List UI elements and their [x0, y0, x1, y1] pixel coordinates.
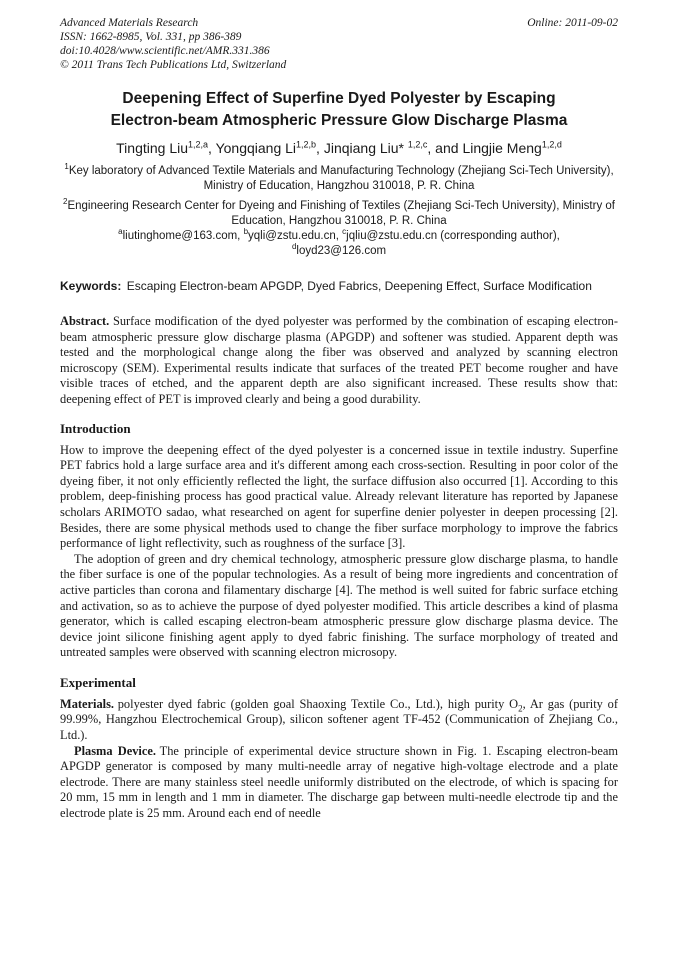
- journal-copyright: © 2011 Trans Tech Publications Ltd, Switzerland: [60, 59, 287, 71]
- abstract-label: Abstract.: [60, 314, 110, 328]
- email-line-2: [60, 244, 618, 259]
- affiliation-2: [60, 199, 618, 229]
- author-3-affiliation-marks: 1,2,c: [407, 139, 428, 150]
- author-3-name: Jinqiang Liu*: [323, 140, 408, 156]
- paper-title: [60, 88, 618, 132]
- introduction-paragraph-2: The adoption of green and dry chemical technology, atmospheric pressure glow discharge plasma, to handle the fiber surface is one of the popular technologies. As a result of being more ingredients and concentration of active particles than corona and filamentary discharge [4]. The method is well suited for fabric surface etching and activation, so as to achieve the purpose of dyed polyester modified. This article describes a kind of plasma generator, which is called escaping electron-beam atmospheric pressure glow discharge plasma device. The device joint silicone finishing agent apply to dyed fabric finishing. The surface morphology of treated and untreated samples were observed with scanning electron microsopy.: [60, 551, 618, 660]
- author-1-name: Tingting Liu: [116, 140, 188, 156]
- journal-doi: doi:10.4028/www.scientific.net/AMR.331.386: [60, 45, 270, 57]
- email-d-mark: d: [291, 242, 297, 252]
- email-d: loyd23@126.com: [296, 245, 387, 257]
- keywords-label: Keywords:: [60, 279, 122, 293]
- oxygen-subscript: 2: [518, 703, 523, 714]
- plasma-device-label: Plasma Device.: [74, 743, 156, 758]
- journal-info-block: [60, 16, 286, 72]
- email-c: jqliu@zstu.edu.cn (corresponding author),: [346, 230, 560, 242]
- materials-label: Materials.: [60, 696, 115, 711]
- author-2-affiliation-marks: 1,2,b: [296, 139, 317, 150]
- author-4-name: Lingjie Meng: [462, 140, 542, 156]
- paper-title-line1: Deepening Effect of Superfine Dyed Polyester by Escaping: [122, 90, 556, 107]
- affiliation-2-mark: 2: [62, 197, 68, 207]
- section-heading-introduction: Introduction: [60, 420, 131, 436]
- plasma-device-paragraph: [60, 744, 618, 822]
- affiliation-1: [60, 164, 618, 194]
- paper-title-line2: Electron-beam Atmospheric Pressure Glow Discharge Plasma: [110, 112, 568, 129]
- email-c-mark: c: [342, 227, 347, 237]
- keywords-block: [60, 278, 618, 295]
- email-a: liutinghome@163.com,: [122, 230, 244, 242]
- section-heading-experimental: Experimental: [60, 674, 136, 690]
- abstract-text: Surface modification of the dyed polyester was performed by the combination of escaping electron-beam atmospheric pressure glow discharge plasma (APGDP) and softener was studied. Apparent depth was tested and the morphological change along the fiber was observed and analyzed by scanning electron microscopy (SEM). Experimental results indicate that surfaces of the treated PET become rougher and have visible traces of etched, and the apparent depth are also significant increased. These results show that: deepening effect of PET is improved clearly and being a good durability.: [60, 314, 618, 406]
- author-4-affiliation-marks: 1,2,d: [541, 139, 562, 150]
- author-4: , and Lingjie Meng$^{1,2,d}$: [427, 139, 562, 156]
- email-line-1: [60, 229, 618, 244]
- keywords-text: Escaping Electron-beam APGDP, Dyed Fabrics, Deepening Effect, Surface Modification: [126, 279, 592, 293]
- plasma-device-text: The principle of experimental device structure shown in Fig. 1. Escaping electron-beam APGDP generator is composed by many multi-needle array of negative high-voltage electrode and a plate electrode. There are many stainless steel needle uniformly distributed on the electrode, of which is spacing for 20 mm, 15 mm in length and 1 mm in diameter. The discharge gap between multi-needle electrode tip and the electrode plate is 25 mm. Around each end of needle: [60, 743, 619, 821]
- author-2: , Yongqiang Li$^{1,2,b}$: [208, 139, 317, 156]
- online-date: Online: 2011-09-02: [527, 17, 618, 29]
- affiliation-1-text: Key laboratory of Advanced Textile Materials and Manufacturing Technology (Zhejiang Sci-Tech University), Ministry of Education, Hangzhou 310018, P. R. China: [68, 165, 614, 192]
- journal-name: Advanced Materials Research: [60, 17, 199, 29]
- authors-line: [60, 139, 618, 157]
- email-b-mark: b: [243, 227, 249, 237]
- email-a-mark: a: [118, 227, 123, 237]
- affiliation-1-mark: 1: [64, 162, 69, 172]
- email-b: yqli@zstu.edu.cn,: [248, 230, 343, 242]
- affiliation-2-text: Engineering Research Center for Dyeing and Finishing of Textiles (Zhejiang Sci-Tech University), Ministry of Education, Hangzhou 310018, P. R. China: [67, 200, 615, 227]
- abstract-paragraph: [60, 314, 618, 408]
- author-3: , Jinqiang Liu* $^{1,2,c}$: [316, 139, 428, 156]
- journal-header: [60, 16, 618, 72]
- author-1: [116, 140, 208, 156]
- introduction-paragraph-1: How to improve the deepening effect of the dyed polyester is a concerned issue in textile industry. Superfine PET fabrics hold a large surface area and it's different among each cross-section. Resulting in poor color of the dyeing fiber, it not only efficiently reflected the light, the surface diffusion also occurred [1]. According to this problem, deep-finishing process has good practical value. Already relevant literature has reported by Japanese scholars ARIMOTO sadao, what researched on agent for superfine denier polyester in deepen processing [2]. Besides, there are some physical methods used to change the fiber surface morphology to improve the fabrics performance of light reflectivity, such as roughness of the surface [3].: [60, 442, 618, 551]
- journal-issn-volume: ISSN: 1662-8985, Vol. 331, pp 386-389: [60, 31, 242, 43]
- author-2-name: Yongqiang Li: [215, 140, 297, 156]
- author-1-affiliation-marks: 1,2,a: [188, 139, 209, 150]
- materials-text-end: , Ar gas (purity of 99.99%, Hangzhou Electrochemical Group), silicon softener agent TF-452 (Communication of Zhejiang Co., Ltd.).: [60, 696, 618, 743]
- materials-paragraph: [60, 697, 618, 744]
- materials-text-start: polyester dyed fabric (golden goal Shaoxing Textile Co., Ltd.), high purity O: [117, 696, 519, 711]
